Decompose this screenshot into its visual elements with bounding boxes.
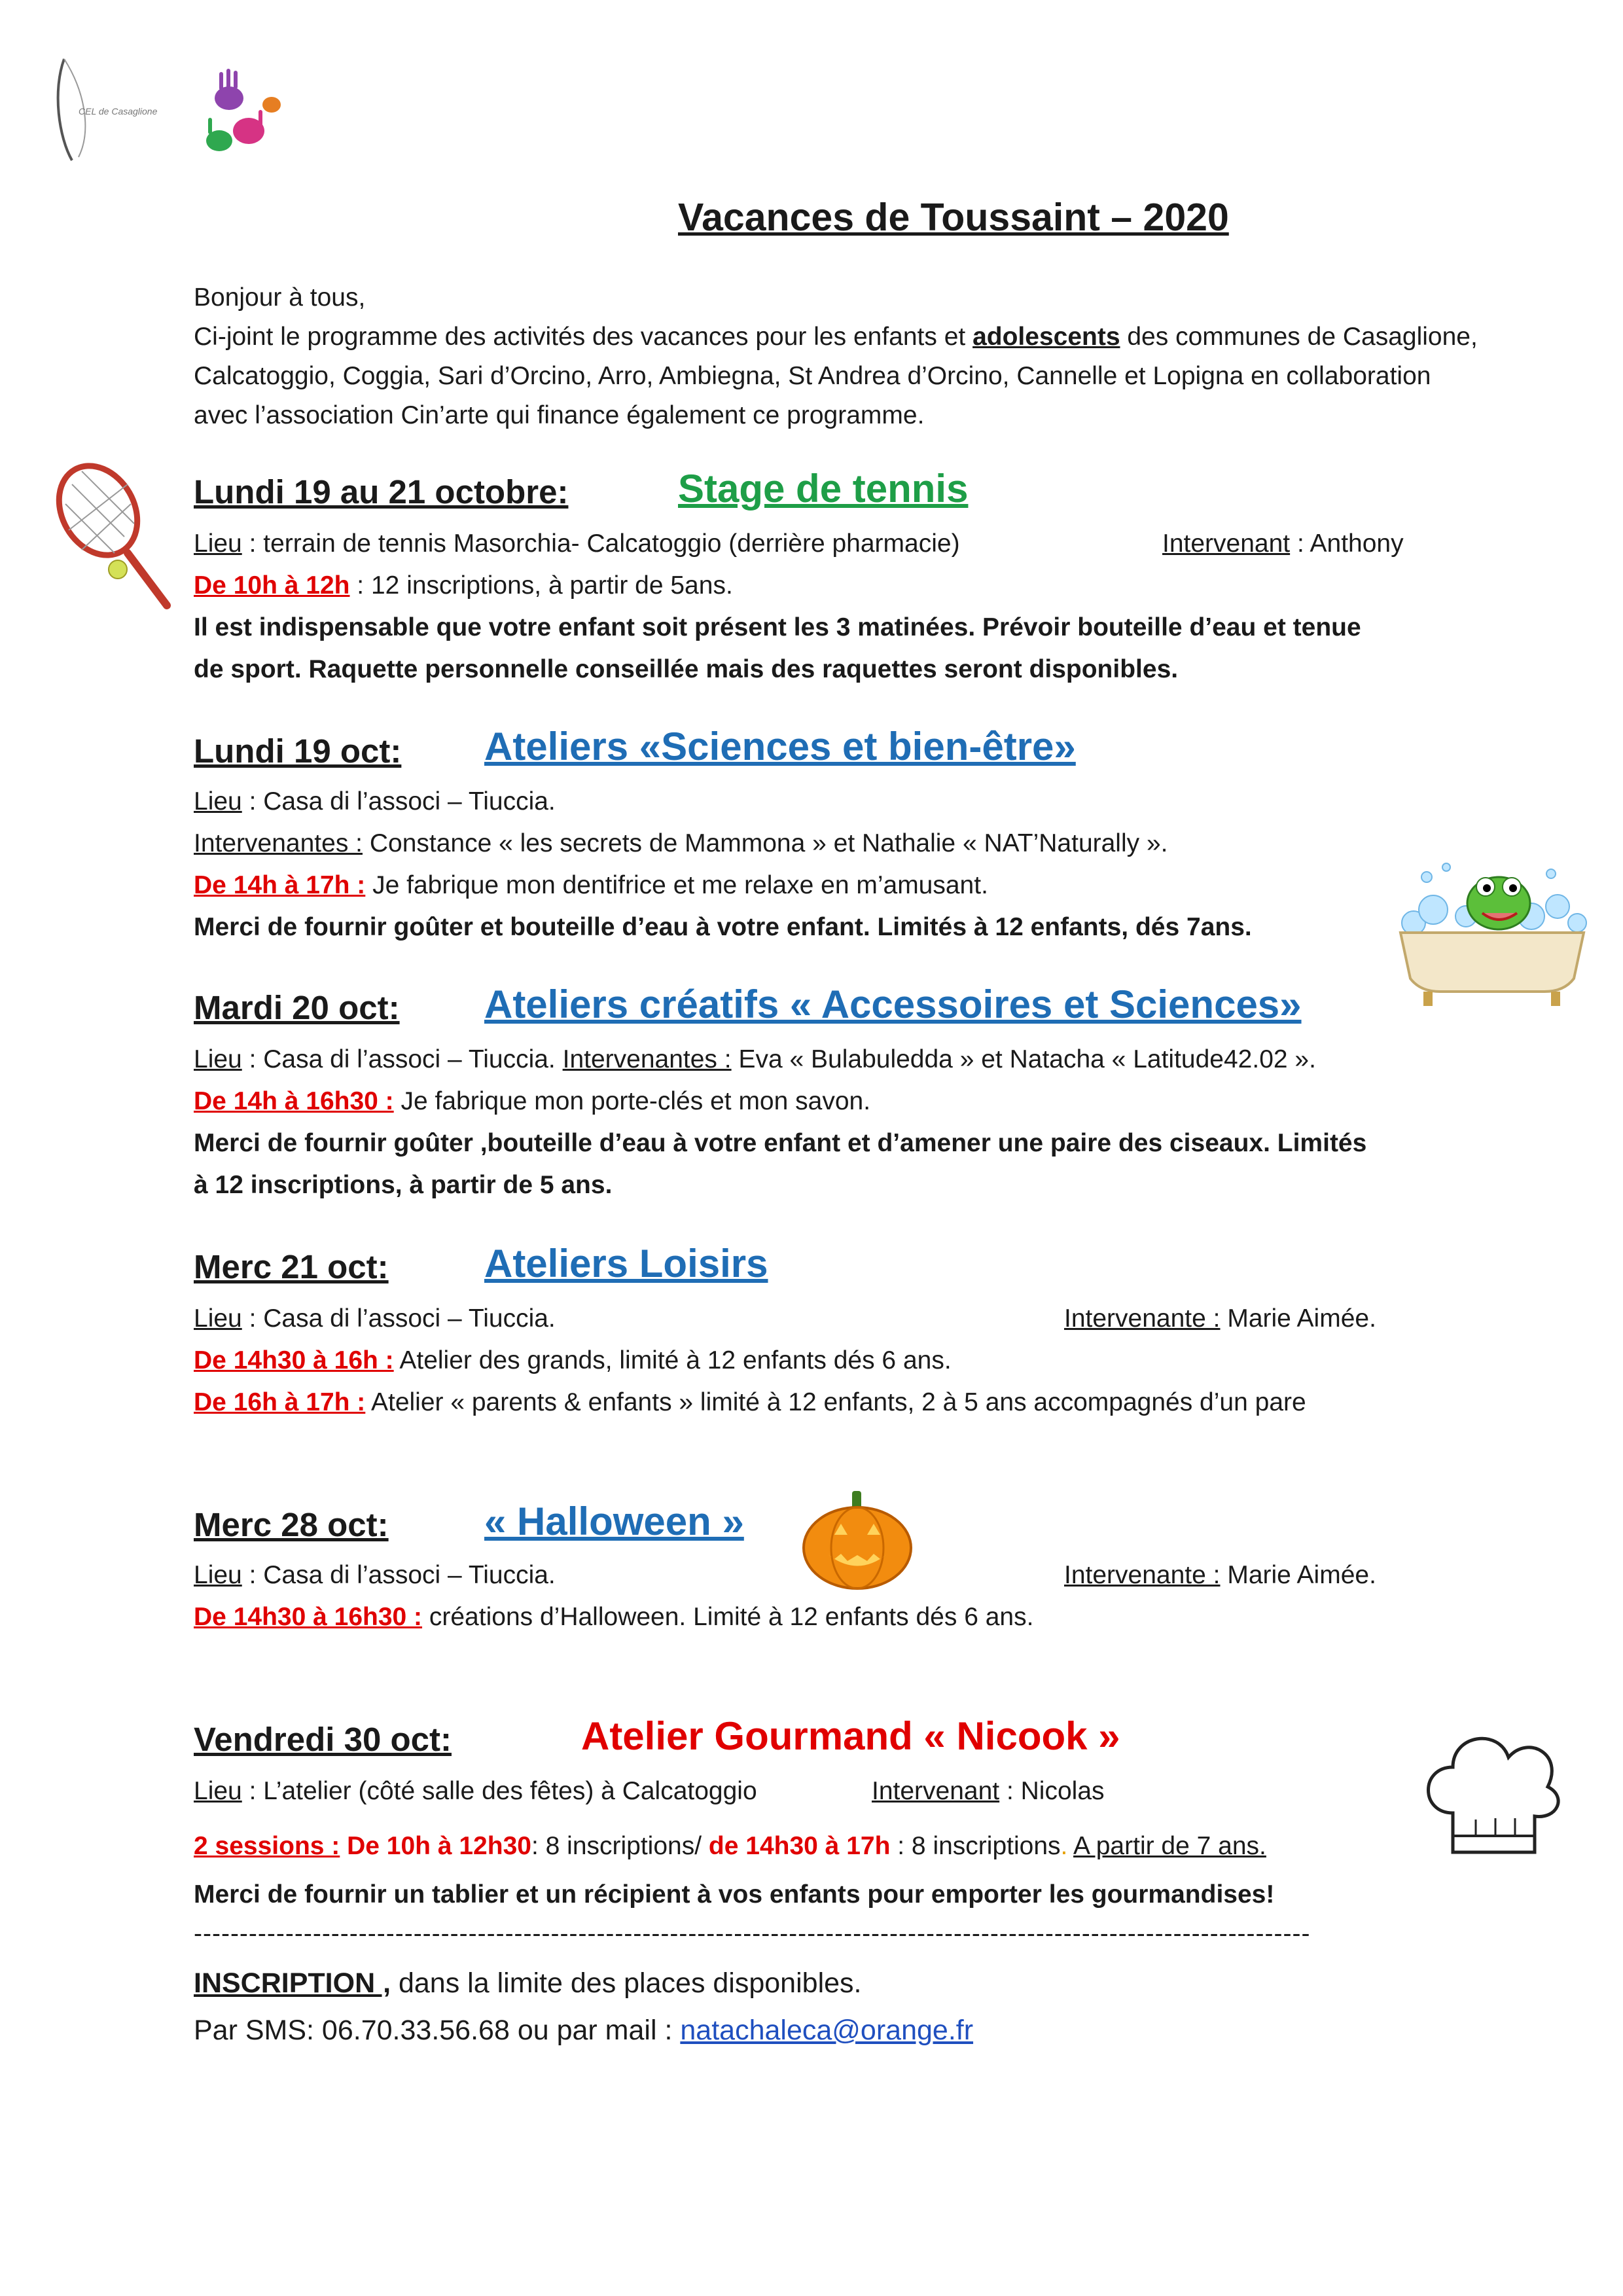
chef-hat-icon (1414, 1721, 1571, 1872)
loisirs-lieu: Lieu : Casa di l’associ – Tiuccia. (194, 1304, 556, 1333)
loisirs-time-1: De 14h30 à 16h : Atelier des grands, limité à 12 enfants dés 6 ans. (194, 1346, 952, 1374)
gourmand-lieu: Lieu : L’atelier (côté salle des fêtes) à Calcatoggio (194, 1777, 757, 1805)
tennis-intervenant: Intervenant : Anthony (1162, 529, 1404, 558)
gourmand-intervenant: Intervenant : Nicolas (872, 1777, 1105, 1805)
loisirs-day: Merc 21 oct: (194, 1248, 389, 1285)
halloween-time: De 14h30 à 16h30 : créations d’Halloween. Limité à 12 enfants dés 6 ans. (194, 1603, 1034, 1631)
gourmand-title: Atelier Gourmand « Nicook » (581, 1714, 1120, 1758)
sciences-note-1: Merci de fournir goûter et bouteille d’eau à votre enfant. Limités à 12 enfants, dés 7ans. (194, 913, 1252, 941)
logo-graphic (33, 52, 294, 164)
loisirs-time-2: De 16h à 17h : Atelier « parents & enfants » limité à 12 enfants, 2 à 5 ans accompagnés d’un pare (194, 1388, 1306, 1416)
halloween-title: « Halloween » (484, 1499, 744, 1543)
logo-text: CEL de Casaglione (79, 106, 158, 117)
halloween-intervenante: Intervenante : Marie Aimée. (1064, 1561, 1376, 1589)
creatifs-time: De 14h à 16h30 : Je fabrique mon porte-clés et mon savon. (194, 1087, 871, 1115)
tennis-lieu: Lieu : terrain de tennis Masorchia- Calcatoggio (derrière pharmacie) (194, 529, 960, 558)
creatifs-day: Mardi 20 oct: (194, 989, 400, 1026)
page-title: Vacances de Toussaint – 2020 (678, 196, 1229, 239)
intro-line-3: avec l’association Cin’arte qui finance également ce programme. (194, 401, 925, 429)
creatifs-note-2: à 12 inscriptions, à partir de 5 ans. (194, 1171, 613, 1199)
tennis-title: Stage de tennis (678, 467, 969, 511)
creatifs-lieu-intervenantes: Lieu : Casa di l’associ – Tiuccia. Intervenantes : Eva « Bulabuledda » et Natacha « Latitude42.02 ». (194, 1045, 1316, 1073)
tennis-note-1: Il est indispensable que votre enfant soit présent les 3 matinées. Prévoir bouteille d’eau et tenue (194, 613, 1361, 641)
gourmand-sessions: 2 sessions : De 10h à 12h30: 8 inscriptions/ de 14h30 à 17h : 8 inscriptions. A partir de 7 ans. (194, 1832, 1266, 1860)
gourmand-day: Vendredi 30 oct: (194, 1721, 452, 1758)
adolescents-emphasis: adolescents (972, 323, 1120, 351)
logo (33, 52, 294, 164)
gourmand-age: A partir de 7 ans. (1073, 1832, 1266, 1860)
halloween-day: Merc 28 oct: (194, 1506, 389, 1543)
greeting: Bonjour à tous, (194, 283, 366, 312)
sciences-time: De 14h à 17h : Je fabrique mon dentifrice et me relaxe en m’amusant. (194, 871, 988, 899)
email-link[interactable]: natachaleca@orange.fr (680, 2015, 974, 2046)
creatifs-title: Ateliers créatifs « Accessoires et Sciences» (484, 982, 1302, 1026)
sciences-lieu: Lieu : Casa di l’associ – Tiuccia. (194, 787, 556, 816)
intro-line-2: Calcatoggio, Coggia, Sari d’Orcino, Arro, Ambiegna, St Andrea d’Orcino, Cannelle et Lopigna en collaboration (194, 362, 1431, 390)
sciences-day: Lundi 19 oct: (194, 732, 402, 770)
tennis-racket-icon (52, 458, 177, 615)
handprints-icon (206, 69, 281, 151)
bathtub-frog-icon (1387, 857, 1597, 1014)
tennis-note-2: de sport. Raquette personnelle conseillée mais des raquettes seront disponibles. (194, 655, 1179, 683)
pumpkin-icon (798, 1486, 916, 1590)
halloween-lieu: Lieu : Casa di l’associ – Tiuccia. (194, 1561, 556, 1589)
sciences-intervenantes: Intervenantes : Constance « les secrets de Mammona » et Nathalie « NAT’Naturally ». (194, 829, 1168, 857)
loisirs-title: Ateliers Loisirs (484, 1242, 768, 1285)
separator-line: -------------------------------------------------------------------------------------------------------------------------- (194, 1920, 1311, 1948)
intro-line-1: Ci-joint le programme des activités des vacances pour les enfants et adolescents des communes de Casaglione, (194, 323, 1478, 351)
sciences-title: Ateliers «Sciences et bien-être» (484, 725, 1076, 768)
loisirs-intervenante: Intervenante : Marie Aimée. (1064, 1304, 1376, 1333)
tennis-time: De 10h à 12h : 12 inscriptions, à partir de 5ans. (194, 571, 733, 600)
inscription-line: INSCRIPTION , dans la limite des places disponibles. (194, 1967, 862, 1999)
gourmand-note-1: Merci de fournir un tablier et un récipient à vos enfants pour emporter les gourmandises! (194, 1880, 1275, 1909)
tennis-day: Lundi 19 au 21 octobre: (194, 473, 569, 511)
creatifs-note-1: Merci de fournir goûter ,bouteille d’eau à votre enfant et d’amener une paire des ciseaux. Limités (194, 1129, 1367, 1157)
contact-line: Par SMS: 06.70.33.56.68 ou par mail : natachaleca@orange.fr (194, 2015, 974, 2046)
